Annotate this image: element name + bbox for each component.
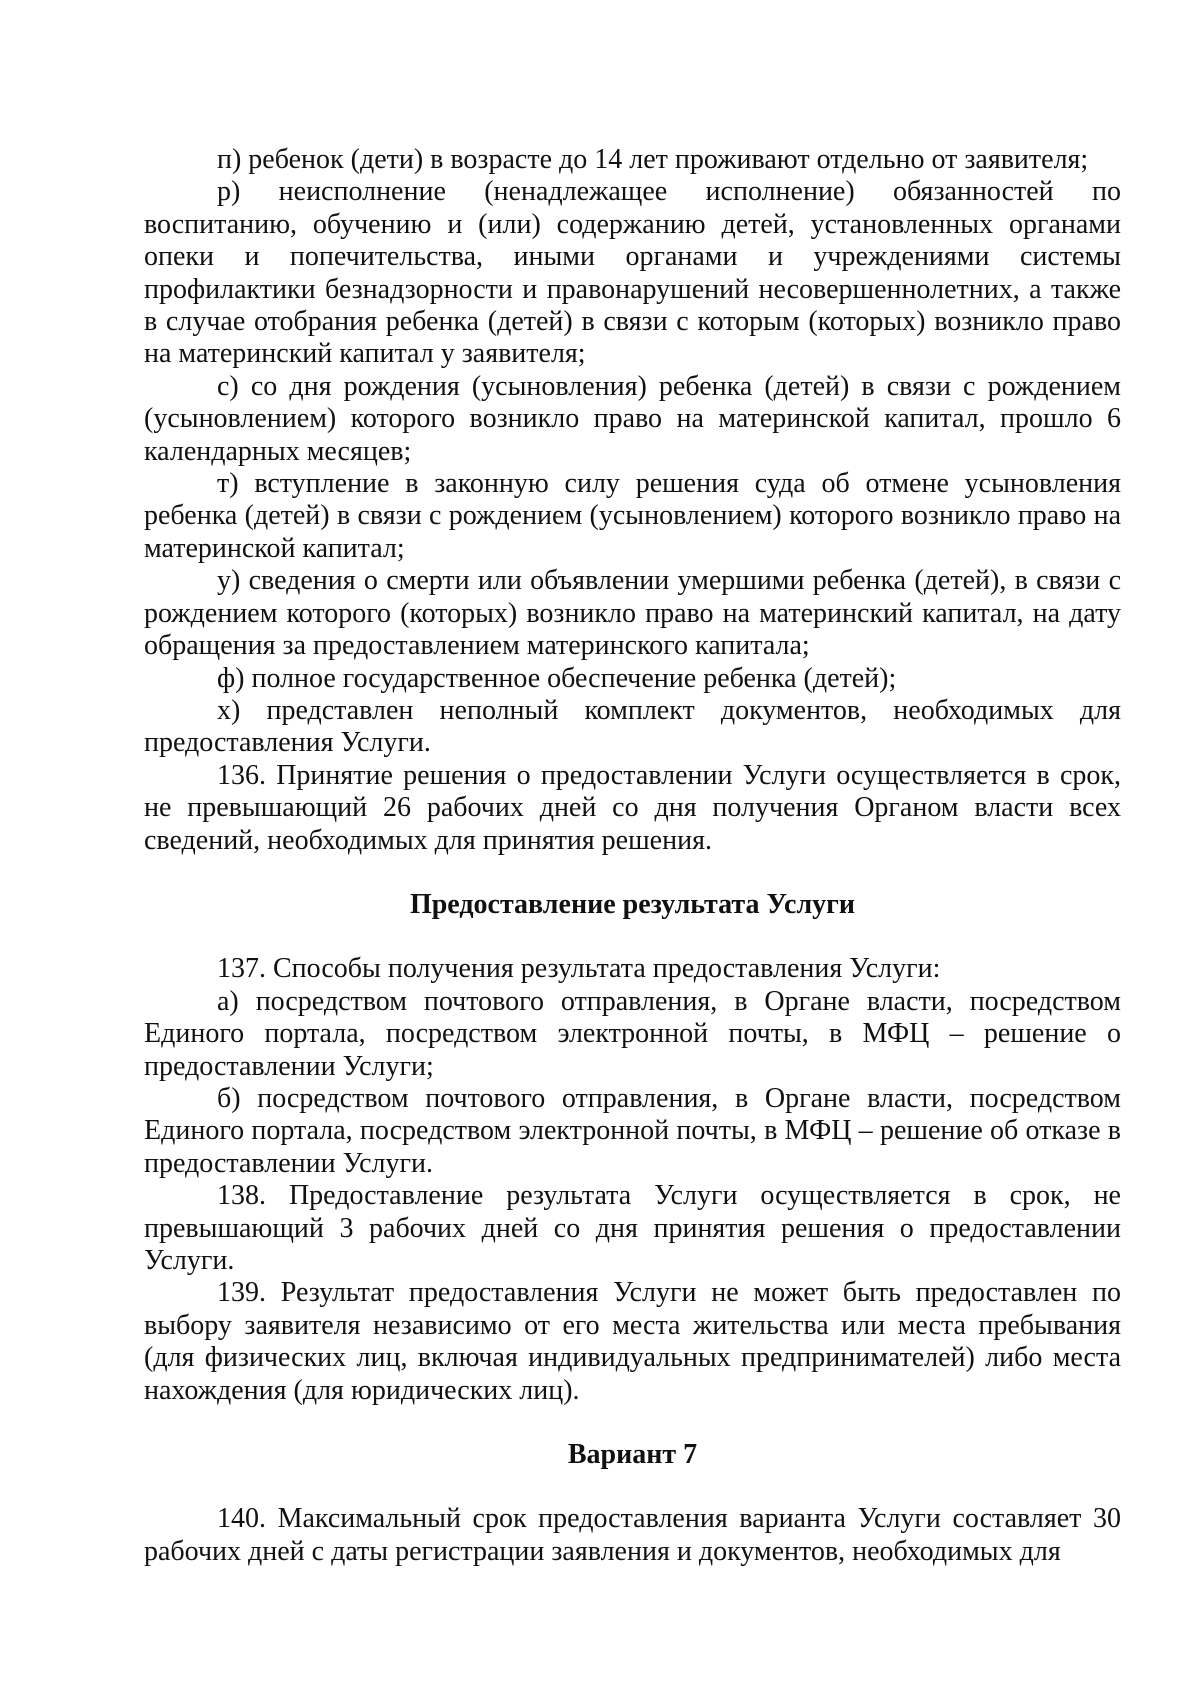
paragraph-item-p: п) ребенок (дети) в возрасте до 14 лет проживают отдельно от заявителя;	[217, 144, 1089, 175]
paragraph-item-r: р) неисполнение (ненадлежащее исполнение) обязанностей по воспитанию, обучению и (или) содержанию детей, установленных органами опеки и попечительства, иными органами и учреждениями системы профилактики безнадзорности и правонарушений несовершеннолетних, а также в случае отобрания ребенка (детей) в связи с которым (которых) возникло право на материнский капитал у заявителя;	[144, 176, 1121, 370]
paragraph-137-b: б) посредством почтового отправления, в Органе власти, посредством Единого портала, посредством электронной почты, в МФЦ – решение об отказе в предоставлении Услуги.	[144, 1082, 1121, 1179]
paragraph-140: 140. Максимальный срок предоставления варианта Услуги составляет 30 рабочих дней с даты регистрации заявления и документов, необходимых для	[144, 1503, 1121, 1567]
paragraph-item-h: х) представлен неполный комплект документов, необходимых для предоставления Услуги.	[144, 694, 1121, 759]
document-body	[144, 144, 1121, 1568]
paragraph-item-u: у) сведения о смерти или объявлении умершими ребенка (детей), в связи с рождением которого (которых) возникло право на материнский капитал, на дату обращения за предоставлением материнского капитала;	[144, 565, 1121, 662]
paragraph-item-s: с) со дня рождения (усыновления) ребенка (детей) в связи с рождением (усыновлением) которого возникло право на материнской капитал, прошло 6 календарных месяцев;	[144, 370, 1121, 467]
paragraph-136: 136. Принятие решения о предоставлении Услуги осуществляется в срок, не превышающий 26 рабочих дней со дня получения Органом власти всех сведений, необходимых для принятия решения.	[144, 759, 1121, 856]
paragraph-137: 137. Способы получения результата предоставления Услуги:	[217, 953, 941, 985]
paragraph-item-t: т) вступление в законную силу решения суда об отмене усыновления ребенка (детей) в связи с рождением (усыновлением) которого возникло право на материнской капитал;	[144, 468, 1121, 564]
paragraph-item-f: ф) полное государственное обеспечение ребенка (детей);	[217, 662, 897, 694]
paragraph-139: 139. Результат предоставления Услуги не может быть предоставлен по выбору заявителя независимо от его места жительства или места пребывания (для физических лиц, включая индивидуальных предпринимателей) либо места нахождения (для юридических лиц).	[144, 1277, 1121, 1406]
section-heading-result: Предоставление результата Услуги	[409, 888, 856, 920]
paragraph-137-a: а) посредством почтового отправления, в Органе власти, посредством Единого портала, посредством электронной почты, в МФЦ – решение о предоставлении Услуги;	[144, 985, 1121, 1082]
paragraph-138: 138. Предоставление результата Услуги осуществляется в срок, не превышающий 3 рабочих дней со дня принятия решения о предоставлении Услуги.	[144, 1180, 1121, 1276]
section-heading-variant: Вариант 7	[567, 1439, 698, 1471]
